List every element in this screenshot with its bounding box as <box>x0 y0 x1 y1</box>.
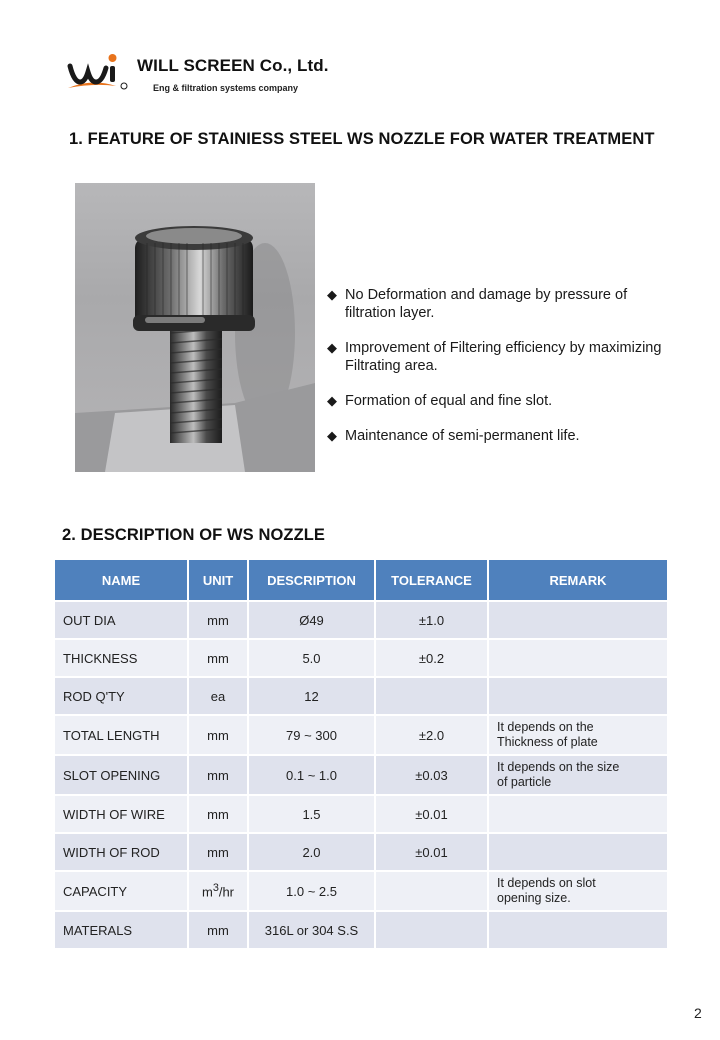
cell-remark <box>488 871 668 911</box>
diamond-bullet-icon: ◆ <box>327 287 337 302</box>
table-row <box>54 755 668 795</box>
cell-remark <box>488 833 668 871</box>
cell-name: CAPACITY <box>54 871 188 911</box>
cell-tolerance <box>375 677 488 715</box>
cell-unit <box>188 639 248 677</box>
cell-name: WIDTH OF WIRE <box>54 795 188 833</box>
unit-text: mm <box>207 727 229 743</box>
feature-text-line1: No Deformation and damage by pressure of <box>345 287 628 303</box>
cell-unit <box>188 833 248 871</box>
feature-item <box>327 427 697 445</box>
unit-text: mm <box>207 922 229 938</box>
cell-unit <box>188 755 248 795</box>
company-tagline-main: Eng & filtration systems <box>153 83 257 93</box>
feature-item <box>327 286 697 322</box>
cell-description: 79 ~ 300 <box>248 715 375 755</box>
page-number: 2 <box>694 1005 702 1021</box>
cell-unit <box>188 911 248 949</box>
feature-text-line1: Formation of equal and fine slot. <box>345 393 553 409</box>
cell-name: WIDTH OF ROD <box>54 833 188 871</box>
remark-line1: It depends on the <box>497 720 594 734</box>
unit-text: m <box>201 884 213 900</box>
cell-name: SLOT OPENING <box>54 755 188 795</box>
cell-name: ROD Q'TY <box>54 677 188 715</box>
cell-unit <box>188 795 248 833</box>
cell-unit <box>188 677 248 715</box>
cell-name: TOTAL LENGTH <box>54 715 188 755</box>
cell-tolerance: ±0.01 <box>375 833 488 871</box>
cell-description: Ø49 <box>248 601 375 639</box>
cell-description: 12 <box>248 677 375 715</box>
cell-unit <box>188 715 248 755</box>
table-row <box>54 833 668 871</box>
table-header-row <box>54 559 668 601</box>
cell-remark <box>488 755 668 795</box>
cell-description: 2.0 <box>248 833 375 871</box>
table-row <box>54 795 668 833</box>
cell-description: 1.5 <box>248 795 375 833</box>
table-row <box>54 911 668 949</box>
remark-line2: Thickness of plate <box>497 735 598 749</box>
cell-description: 1.0 ~ 2.5 <box>248 871 375 911</box>
cell-tolerance: ±0.01 <box>375 795 488 833</box>
remark-line1: It depends on the size <box>497 760 620 774</box>
remark-line2: of particle <box>497 775 552 789</box>
cell-remark <box>488 601 668 639</box>
cell-tolerance <box>375 871 488 911</box>
section-1-title: 1. FEATURE OF STAINIESS STEEL WS NOZZLE FOR WATER TREATMENT <box>69 130 655 148</box>
cell-name: OUT DIA <box>54 601 188 639</box>
diamond-bullet-icon: ◆ <box>327 393 337 408</box>
cell-tolerance <box>375 911 488 949</box>
cell-description: 5.0 <box>248 639 375 677</box>
unit-text: mm <box>207 806 229 822</box>
column-header-tolerance: TOLERANCE <box>375 559 488 601</box>
cell-remark <box>488 911 668 949</box>
section-2-title: 2. DESCRIPTION OF WS NOZZLE <box>62 526 326 544</box>
cell-description: 0.1 ~ 1.0 <box>248 755 375 795</box>
feature-text-line2: filtration layer. <box>345 305 435 321</box>
column-header-name: NAME <box>54 559 188 601</box>
column-header-unit: UNIT <box>188 559 248 601</box>
unit-text: mm <box>207 650 229 666</box>
cell-name: THICKNESS <box>54 639 188 677</box>
cell-description: 316L or 304 S.S <box>248 911 375 949</box>
company-tagline-suffix: company <box>258 83 299 93</box>
unit-text: mm <box>207 767 229 783</box>
diamond-bullet-icon: ◆ <box>327 428 337 443</box>
feature-item <box>327 339 697 375</box>
feature-text-line1: Improvement of Filtering efficiency by maximizing <box>345 340 662 356</box>
cell-tolerance: ±0.2 <box>375 639 488 677</box>
unit-text: mm <box>207 612 229 628</box>
cell-tolerance: ±0.03 <box>375 755 488 795</box>
cell-name: MATERALS <box>54 911 188 949</box>
feature-item <box>327 392 697 410</box>
unit-superscript: 3 <box>212 882 219 895</box>
company-name: WILL SCREEN Co., Ltd. <box>137 56 329 75</box>
table-row <box>54 715 668 755</box>
spec-table <box>53 558 669 950</box>
cell-remark <box>488 639 668 677</box>
unit-text: mm <box>207 844 229 860</box>
cell-tolerance: ±2.0 <box>375 715 488 755</box>
company-logo <box>66 48 128 94</box>
company-tagline <box>153 83 298 93</box>
cell-tolerance: ±1.0 <box>375 601 488 639</box>
column-header-description: DESCRIPTION <box>248 559 375 601</box>
cell-unit <box>188 871 248 911</box>
cell-remark <box>488 715 668 755</box>
diamond-bullet-icon: ◆ <box>327 340 337 355</box>
unit-text: ea <box>210 688 226 704</box>
cell-unit <box>188 601 248 639</box>
table-row <box>54 601 668 639</box>
unit-suffix: /hr <box>218 884 235 900</box>
cell-remark <box>488 795 668 833</box>
feature-text-line1: Maintenance of semi-permanent life. <box>345 428 580 444</box>
feature-text-line2: Filtrating area. <box>345 358 438 374</box>
feature-list <box>327 286 697 462</box>
nozzle-photo <box>75 183 315 472</box>
cell-remark <box>488 677 668 715</box>
remark-line1: It depends on slot <box>497 876 596 890</box>
table-row <box>54 677 668 715</box>
column-header-remark: REMARK <box>488 559 668 601</box>
remark-line2: opening size. <box>497 891 571 905</box>
table-row <box>54 639 668 677</box>
table-row <box>54 871 668 911</box>
